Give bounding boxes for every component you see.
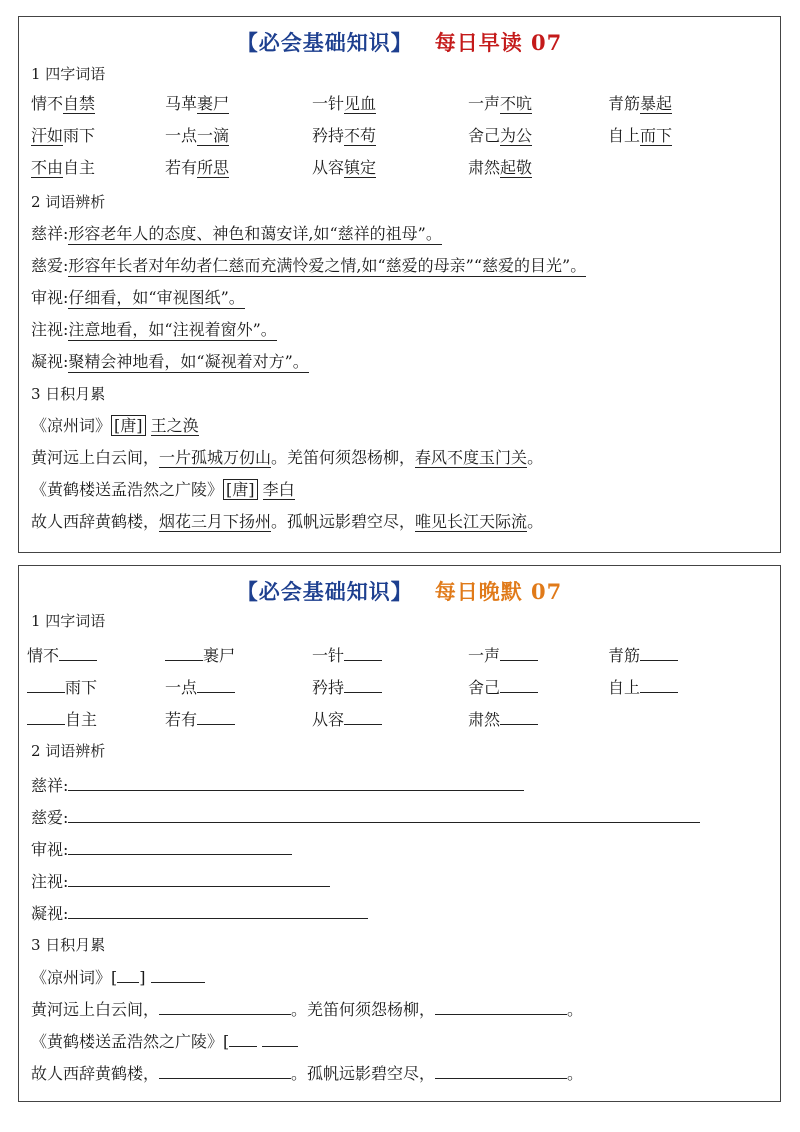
blank-word-item[interactable]: 从容 (312, 708, 382, 731)
blank-word-item[interactable]: 青筋 (608, 644, 678, 667)
word-item: 情不自禁 (31, 94, 96, 113)
blank-word-item[interactable]: 雨下 (27, 676, 97, 699)
poem-line-blank[interactable]: 故人西辞黄鹤楼， 。孤帆远影碧空尽， 。 (31, 1064, 584, 1083)
definition-term: 慈祥: (31, 776, 69, 795)
definition-blank-row[interactable] (31, 902, 368, 926)
poem-line: 黄河远上白云间，一片孤城万仞山。羌笛何须怨杨柳，春风不度玉门关。 (31, 448, 544, 467)
poem-author: 王之涣 (150, 416, 199, 435)
evening-dictation-card (18, 565, 781, 1102)
blank-word-item[interactable]: 自主 (27, 708, 97, 731)
blank-word-item[interactable]: 一针 (312, 644, 382, 667)
word-item: 自上而下 (608, 126, 673, 145)
evening-title-daily: 每日晚默 07 (434, 579, 563, 604)
poem-heading-blank[interactable]: 《黄鹤楼送孟浩然之广陵》[ (31, 1030, 298, 1054)
word-item: 从容镇定 (312, 158, 377, 177)
blank-word-item[interactable]: 舍己 (468, 676, 538, 699)
definition-blank[interactable] (68, 806, 700, 823)
word-item: 肃然起敬 (468, 158, 533, 177)
blank-word-item[interactable]: 情不 (27, 644, 97, 667)
word-item: 一针见血 (312, 94, 377, 113)
evening-title (19, 576, 780, 606)
definition-blank-row[interactable] (31, 774, 524, 798)
definition-text: 聚精会神地看，如“凝视着对方”。 (68, 352, 309, 371)
blank-word-item[interactable]: 若有 (165, 708, 235, 731)
definition-term: 注视: (31, 320, 69, 339)
word-item: 一点一滴 (165, 126, 230, 145)
poem-line: 故人西辞黄鹤楼，烟花三月下扬州。孤帆远影碧空尽，唯见长江天际流。 (31, 512, 544, 531)
definition-row (31, 351, 309, 375)
definition-term: 慈爱: (31, 808, 69, 827)
definition-blank[interactable] (68, 838, 292, 855)
morning-title-bracket: 【必会基础知识】 (236, 30, 413, 55)
poem-heading (31, 479, 295, 503)
definition-text: 仔细看，如“审视图纸”。 (68, 288, 245, 307)
poem-dynasty: [唐] (111, 415, 146, 436)
definition-blank[interactable] (68, 902, 368, 919)
blank-word-item[interactable]: 裹尸 (165, 644, 235, 667)
definition-row (31, 255, 586, 279)
definition-term: 慈祥: (31, 224, 69, 243)
blank-word-item[interactable]: 肃然 (468, 708, 538, 731)
definition-row (31, 287, 245, 311)
evening-section-1-heading: 1 四字词语 (31, 612, 106, 630)
poem-line-blank[interactable]: 黄河远上白云间， 。羌笛何须怨杨柳， 。 (31, 1000, 584, 1019)
word-item: 不由自主 (31, 158, 96, 177)
definition-blank-row[interactable] (31, 870, 330, 894)
evening-section-3-heading: 3 日积月累 (31, 936, 106, 954)
definition-term: 注视: (31, 872, 69, 891)
blank-word-item[interactable]: 自上 (608, 676, 678, 699)
poem-title: 《凉州词》 (31, 416, 112, 435)
definition-blank[interactable] (68, 774, 524, 791)
word-item: 一声不吭 (468, 94, 533, 113)
word-item: 汗如雨下 (31, 126, 96, 145)
evening-section-2-heading: 2 词语辨析 (31, 742, 106, 760)
definition-text: 形容年长者对年幼者仁慈而充满怜爱之情,如“慈爱的母亲”“慈爱的目光”。 (68, 256, 587, 275)
word-item: 舍己为公 (468, 126, 533, 145)
poem-title: 《黄鹤楼送孟浩然之广陵》 (31, 480, 224, 499)
definition-text: 形容老年人的态度、神色和蔼安详,如“慈祥的祖母”。 (68, 224, 442, 243)
poem-heading-blank[interactable]: 《凉州词》[ ] (31, 966, 205, 990)
morning-reading-card (18, 16, 781, 553)
definition-row (31, 223, 442, 247)
definition-term: 审视: (31, 288, 69, 307)
morning-section-1-heading: 1 四字词语 (31, 65, 106, 83)
definition-term: 慈爱: (31, 256, 69, 275)
evening-title-bracket: 【必会基础知识】 (236, 579, 413, 604)
morning-title (19, 27, 780, 57)
definition-term: 凝视: (31, 904, 69, 923)
poem-author: 李白 (262, 480, 295, 499)
word-item: 青筋暴起 (608, 94, 673, 113)
blank-word-item[interactable]: 一点 (165, 676, 235, 699)
word-item: 矜持不苟 (312, 126, 377, 145)
definition-blank-row[interactable] (31, 806, 700, 830)
poem-dynasty: [唐] (223, 479, 258, 500)
morning-title-daily: 每日早读 07 (434, 30, 563, 55)
definition-blank-row[interactable] (31, 838, 292, 862)
morning-section-3-heading: 3 日积月累 (31, 385, 106, 403)
word-item: 马革裹尸 (165, 94, 230, 113)
morning-section-2-heading: 2 词语辨析 (31, 193, 106, 211)
definition-row (31, 319, 277, 343)
blank-word-item[interactable]: 矜持 (312, 676, 382, 699)
definition-term: 凝视: (31, 352, 69, 371)
definition-term: 审视: (31, 840, 69, 859)
poem-heading (31, 415, 199, 439)
definition-text: 注意地看，如“注视着窗外”。 (68, 320, 277, 339)
word-item: 若有所思 (165, 158, 230, 177)
definition-blank[interactable] (68, 870, 330, 887)
blank-word-item[interactable]: 一声 (468, 644, 538, 667)
